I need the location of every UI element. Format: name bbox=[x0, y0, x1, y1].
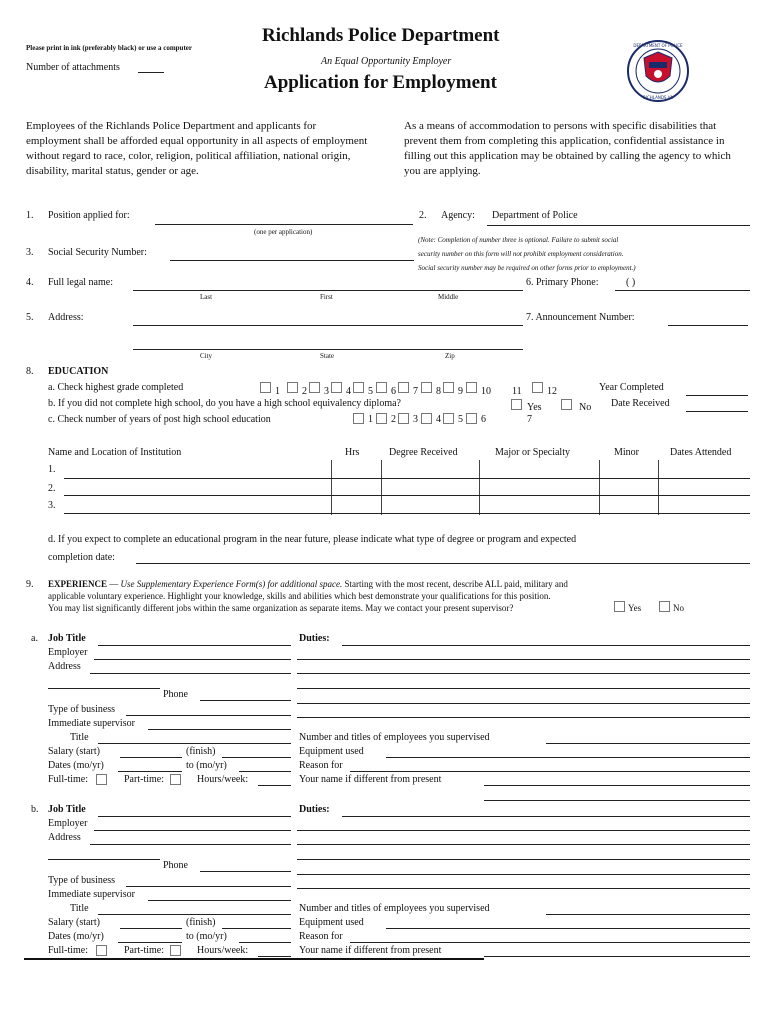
job-b-job-title-label: Job Title bbox=[48, 804, 86, 815]
edu-row-3-line[interactable] bbox=[64, 513, 750, 514]
years-4-checkbox[interactable] bbox=[421, 413, 432, 424]
job-a-part-time-label: Part-time: bbox=[124, 774, 164, 785]
contact-supervisor-yes-label: Yes bbox=[628, 603, 642, 613]
grade-7-label: 7 bbox=[413, 386, 418, 397]
ssn-note-line2: security number on this form will not prohibit employment consideration. bbox=[418, 250, 624, 258]
education-number: 8. bbox=[26, 366, 34, 377]
page-bottom-rule bbox=[24, 958, 484, 960]
announcement-number-label: 7. Announcement Number: bbox=[526, 312, 635, 323]
years-4-label: 4 bbox=[436, 414, 441, 425]
col-institution: Name and Location of Institution bbox=[48, 447, 182, 458]
ged-yes-label: Yes bbox=[527, 402, 542, 413]
experience-number: 9. bbox=[26, 579, 34, 590]
job-a-letter: a. bbox=[31, 633, 38, 644]
ssn-note-line1: (Note: Completion of number three is optional. Failure to submit social bbox=[418, 236, 619, 244]
job-a-duties-line-4[interactable] bbox=[297, 688, 750, 689]
job-a-phone-label: Phone bbox=[163, 689, 188, 700]
job-b-job-title-input[interactable] bbox=[98, 816, 291, 817]
years-5-label: 5 bbox=[458, 414, 463, 425]
job-a-part-time-checkbox[interactable] bbox=[170, 774, 181, 785]
years-3-checkbox[interactable] bbox=[398, 413, 409, 424]
grade-7-checkbox[interactable] bbox=[398, 382, 409, 393]
contact-supervisor-yes-checkbox[interactable] bbox=[614, 601, 625, 612]
grade-1-checkbox[interactable] bbox=[260, 382, 271, 393]
job-b-salary-finish-label: (finish) bbox=[186, 917, 216, 928]
job-a-dates-to-label: to (mo/yr) bbox=[186, 760, 227, 771]
job-a-reason-input[interactable] bbox=[350, 771, 750, 772]
job-a-supervisor-label: Immediate supervisor bbox=[48, 718, 135, 729]
full-name-label: Full legal name: bbox=[48, 277, 113, 288]
job-b-part-time-checkbox[interactable] bbox=[170, 945, 181, 956]
name-middle-caption: Middle bbox=[438, 293, 459, 301]
q5-number: 5. bbox=[26, 312, 34, 323]
completion-date-label: completion date: bbox=[48, 552, 115, 563]
primary-phone-input[interactable] bbox=[615, 290, 750, 291]
job-b-duties-line-3[interactable] bbox=[297, 844, 750, 845]
job-a-duties-line-5[interactable] bbox=[297, 703, 750, 704]
education-d-text: d. If you expect to complete an educational program in the near future, please indicate what type of degree or program and expected bbox=[48, 534, 577, 545]
job-b-phone-label: Phone bbox=[163, 860, 188, 871]
job-a-phone-input[interactable] bbox=[200, 700, 291, 701]
years-6-checkbox[interactable] bbox=[466, 413, 477, 424]
q2-number: 2. bbox=[419, 210, 427, 221]
job-b-reason-input[interactable] bbox=[350, 942, 750, 943]
job-a-your-name-input[interactable] bbox=[484, 785, 750, 786]
job-b-dates-from-input[interactable] bbox=[118, 942, 182, 943]
job-b-full-time-label: Full-time: bbox=[48, 945, 88, 956]
education-grade-label: a. Check highest grade completed bbox=[48, 382, 184, 393]
full-name-input[interactable] bbox=[133, 290, 523, 291]
job-a-duties-line-1[interactable] bbox=[342, 645, 750, 646]
department-title: Richlands Police Department bbox=[262, 25, 500, 46]
application-title: Application for Employment bbox=[264, 72, 497, 93]
experience-intro-line1 bbox=[48, 579, 568, 589]
job-b-dates-from-label: Dates (mo/yr) bbox=[48, 931, 104, 942]
date-received-label: Date Received bbox=[611, 398, 670, 409]
address-label: Address: bbox=[48, 312, 84, 323]
col-hrs: Hrs bbox=[345, 447, 360, 458]
grade-12-label: 12 bbox=[547, 386, 557, 397]
grade-3-label: 3 bbox=[324, 386, 329, 397]
years-1-checkbox[interactable] bbox=[353, 413, 364, 424]
job-a-salary-finish-label: (finish) bbox=[186, 746, 216, 757]
job-b-full-time-checkbox[interactable] bbox=[96, 945, 107, 956]
agency-value: Department of Police bbox=[492, 210, 578, 221]
primary-phone-areacode: ( ) bbox=[626, 277, 636, 288]
grade-4-checkbox[interactable] bbox=[331, 382, 342, 393]
grade-8-label: 8 bbox=[436, 386, 441, 397]
name-first-caption: First bbox=[320, 293, 333, 301]
job-b-type-business-label: Type of business bbox=[48, 875, 116, 886]
job-a-address-input[interactable] bbox=[90, 673, 291, 674]
eoe-statement: An Equal Opportunity Employer bbox=[321, 56, 452, 67]
ged-no-label: No bbox=[579, 402, 592, 413]
primary-phone-label: 6. Primary Phone: bbox=[526, 277, 599, 288]
name-last-caption: Last bbox=[200, 293, 213, 301]
job-b-supervisor-input[interactable] bbox=[148, 900, 291, 901]
job-b-employer-label: Employer bbox=[48, 818, 88, 829]
job-b-supervisor-title-input[interactable] bbox=[98, 914, 291, 915]
contact-supervisor-no-checkbox[interactable] bbox=[659, 601, 670, 612]
job-b-duties-line-1[interactable] bbox=[342, 816, 750, 817]
announcement-number-input[interactable] bbox=[668, 325, 748, 326]
job-b-duties-line-5[interactable] bbox=[297, 874, 750, 875]
position-label: Position applied for: bbox=[48, 210, 130, 221]
table-divider bbox=[381, 460, 382, 515]
job-a-full-time-label: Full-time: bbox=[48, 774, 88, 785]
grade-11-label: 11 bbox=[512, 386, 522, 397]
q3-number: 3. bbox=[26, 247, 34, 258]
job-b-letter: b. bbox=[31, 804, 39, 815]
completion-date-input[interactable] bbox=[136, 563, 750, 564]
job-a-reason-label: Reason for bbox=[299, 760, 343, 771]
job-b-reason-label: Reason for bbox=[299, 931, 343, 942]
experience-intro-line3: You may list significantly different jobs within the same organization as separate items. May we contact your present supervisor? bbox=[48, 603, 514, 613]
grade-4-label: 4 bbox=[346, 386, 351, 397]
job-b-address-input-2[interactable] bbox=[48, 859, 160, 860]
attachments-label: Number of attachments bbox=[26, 62, 120, 73]
ssn-label: Social Security Number: bbox=[48, 247, 147, 258]
job-b-employer-input[interactable] bbox=[94, 830, 291, 831]
edu-row-2-number: 2. bbox=[48, 483, 56, 494]
job-b-num-supervised-input[interactable] bbox=[546, 914, 750, 915]
job-b-hours-week-input[interactable] bbox=[258, 956, 291, 957]
grade-6-label: 6 bbox=[391, 386, 396, 397]
job-a-duties-line-2[interactable] bbox=[297, 659, 750, 660]
job-b-duties-line-2[interactable] bbox=[297, 830, 750, 831]
job-a-supervisor-title-label: Title bbox=[70, 732, 89, 743]
grade-2-checkbox[interactable] bbox=[287, 382, 298, 393]
ged-yes-checkbox[interactable] bbox=[511, 399, 522, 410]
col-dates: Dates Attended bbox=[670, 447, 732, 458]
grade-9-checkbox[interactable] bbox=[443, 382, 454, 393]
table-divider bbox=[658, 460, 659, 515]
edu-row-3-number: 3. bbox=[48, 500, 56, 511]
year-completed-input[interactable] bbox=[686, 395, 748, 396]
job-b-num-supervised-label: Number and titles of employees you supervised bbox=[299, 903, 490, 914]
year-completed-label: Year Completed bbox=[599, 382, 664, 393]
q1-number: 1. bbox=[26, 210, 34, 221]
job-a-dates-from-input[interactable] bbox=[118, 771, 182, 772]
col-minor: Minor bbox=[614, 447, 639, 458]
grade-5-checkbox[interactable] bbox=[353, 382, 364, 393]
ged-no-checkbox[interactable] bbox=[561, 399, 572, 410]
edu-row-2-line[interactable] bbox=[64, 495, 750, 496]
job-b-address-input[interactable] bbox=[90, 844, 291, 845]
job-a-equipment-input[interactable] bbox=[386, 757, 750, 758]
job-a-num-supervised-label: Number and titles of employees you supervised bbox=[299, 732, 490, 743]
job-a-supervisor-input[interactable] bbox=[148, 729, 291, 730]
years-5-checkbox[interactable] bbox=[443, 413, 454, 424]
grade-8-checkbox[interactable] bbox=[421, 382, 432, 393]
table-divider bbox=[599, 460, 600, 515]
job-a-duties-line-3[interactable] bbox=[297, 673, 750, 674]
job-a-job-title-label: Job Title bbox=[48, 633, 86, 644]
job-b-part-time-label: Part-time: bbox=[124, 945, 164, 956]
years-3-label: 3 bbox=[413, 414, 418, 425]
col-degree: Degree Received bbox=[389, 447, 458, 458]
agency-label: Agency: bbox=[441, 210, 475, 221]
job-a-equipment-label: Equipment used bbox=[299, 746, 364, 757]
job-a-address-input-2[interactable] bbox=[48, 688, 160, 689]
col-major: Major or Specialty bbox=[495, 447, 570, 458]
job-a-salary-finish-input[interactable] bbox=[222, 757, 291, 758]
job-a-dates-to-input[interactable] bbox=[239, 771, 291, 772]
svg-text:RICHLANDS VA: RICHLANDS VA bbox=[643, 95, 673, 100]
job-b-equipment-label: Equipment used bbox=[299, 917, 364, 928]
experience-note: Use Supplementary Experience Form(s) for additional space. bbox=[120, 579, 343, 589]
print-note: Please print in ink (preferably black) or use a computer bbox=[26, 44, 192, 52]
job-b-phone-input[interactable] bbox=[200, 871, 291, 872]
experience-dash: — bbox=[107, 579, 121, 589]
job-a-hours-week-label: Hours/week: bbox=[197, 774, 249, 785]
grade-1-label: 1 bbox=[275, 386, 280, 397]
contact-supervisor-no-label: No bbox=[673, 603, 684, 613]
grade-12-checkbox[interactable] bbox=[532, 382, 543, 393]
grade-6-checkbox[interactable] bbox=[376, 382, 387, 393]
address-zip-caption: Zip bbox=[445, 352, 455, 360]
job-a-full-time-checkbox[interactable] bbox=[96, 774, 107, 785]
education-heading: EDUCATION bbox=[48, 366, 109, 377]
position-input[interactable] bbox=[155, 224, 413, 225]
ssn-input[interactable] bbox=[170, 260, 414, 261]
experience-intro-line2: applicable voluntary experience. Highlight your knowledge, skills and abilities which best demonstrate your qualifications for this position. bbox=[48, 591, 551, 601]
job-a-hours-week-input[interactable] bbox=[258, 785, 291, 786]
job-b-type-business-input[interactable] bbox=[126, 886, 291, 887]
department-seal-icon bbox=[627, 40, 689, 102]
job-b-hours-week-label: Hours/week: bbox=[197, 945, 249, 956]
svg-text:DEPARTMENT OF POLICE: DEPARTMENT OF POLICE bbox=[633, 43, 683, 48]
date-received-input[interactable] bbox=[686, 411, 748, 412]
job-a-your-name-label: Your name if different from present bbox=[299, 774, 442, 785]
edu-row-1-line[interactable] bbox=[64, 478, 750, 479]
grade-5-label: 5 bbox=[368, 386, 373, 397]
job-a-num-supervised-input[interactable] bbox=[546, 743, 750, 744]
job-b-supervisor-title-label: Title bbox=[70, 903, 89, 914]
job-a-duties-label: Duties: bbox=[299, 633, 330, 644]
ssn-note-line3: Social security number may be required on other forms prior to employment.) bbox=[418, 264, 636, 272]
job-a-address-label: Address bbox=[48, 661, 81, 672]
years-1-label: 1 bbox=[368, 414, 373, 425]
experience-heading: EXPERIENCE bbox=[48, 579, 108, 589]
equal-opportunity-paragraph: Employees of the Richlands Police Department and applicants for employment shall be afforded equal opportunity in all aspects of employment without regard to race, color, religion, political affiliation, national origin, disability, marital status, gender or age. bbox=[26, 120, 368, 177]
q4-number: 4. bbox=[26, 277, 34, 288]
job-b-duties-line-6[interactable] bbox=[297, 888, 750, 889]
grade-9-label: 9 bbox=[458, 386, 463, 397]
agency-input[interactable] bbox=[487, 225, 750, 226]
job-b-dates-to-label: to (mo/yr) bbox=[186, 931, 227, 942]
education-ged-label: b. If you did not complete high school, do you have a high school equivalency diploma? bbox=[48, 398, 401, 409]
accommodation-paragraph: As a means of accommodation to persons with specific disabilities that prevent them from completing this application, confidential assistance in filling out this application may be obtained by calling the agency to which you are applying. bbox=[404, 120, 731, 177]
job-a-type-business-label: Type of business bbox=[48, 704, 116, 715]
job-b-your-name-input[interactable] bbox=[484, 956, 750, 957]
grade-2-label: 2 bbox=[302, 386, 307, 397]
job-a-type-business-input[interactable] bbox=[126, 715, 291, 716]
job-b-your-name-label: Your name if different from present bbox=[299, 945, 442, 956]
table-divider bbox=[331, 460, 332, 515]
position-note: (one per application) bbox=[254, 228, 313, 236]
job-a-employer-input[interactable] bbox=[94, 659, 291, 660]
job-a-supervisor-title-input[interactable] bbox=[98, 743, 291, 744]
experience-instructions: Starting with the most recent, describe ALL paid, military and bbox=[342, 579, 568, 589]
job-b-salary-start-label: Salary (start) bbox=[48, 917, 100, 928]
job-b-salary-finish-input[interactable] bbox=[222, 928, 291, 929]
address-input-line1[interactable] bbox=[133, 325, 523, 326]
years-2-label: 2 bbox=[391, 414, 396, 425]
years-6-label: 6 bbox=[481, 414, 486, 425]
address-city-caption: City bbox=[200, 352, 213, 360]
years-7-label: 7 bbox=[527, 414, 532, 425]
job-b-duties-line-4[interactable] bbox=[297, 859, 750, 860]
job-b-supervisor-label: Immediate supervisor bbox=[48, 889, 135, 900]
job-a-salary-start-input[interactable] bbox=[120, 757, 182, 758]
job-b-equipment-input[interactable] bbox=[386, 928, 750, 929]
job-b-address-label: Address bbox=[48, 832, 81, 843]
years-2-checkbox[interactable] bbox=[376, 413, 387, 424]
job-a-duties-line-6[interactable] bbox=[297, 717, 750, 718]
grade-3-checkbox[interactable] bbox=[309, 382, 320, 393]
job-a-dates-from-label: Dates (mo/yr) bbox=[48, 760, 104, 771]
job-b-salary-start-input[interactable] bbox=[120, 928, 182, 929]
job-a-job-title-input[interactable] bbox=[98, 645, 291, 646]
job-b-dates-to-input[interactable] bbox=[239, 942, 291, 943]
address-state-caption: State bbox=[320, 352, 334, 360]
grade-10-label: 10 bbox=[481, 386, 491, 397]
job-a-your-name-input-2[interactable] bbox=[484, 800, 750, 801]
edu-row-1-number: 1. bbox=[48, 464, 56, 475]
grade-10-checkbox[interactable] bbox=[466, 382, 477, 393]
job-a-salary-start-label: Salary (start) bbox=[48, 746, 100, 757]
job-a-employer-label: Employer bbox=[48, 647, 88, 658]
job-b-duties-label: Duties: bbox=[299, 804, 330, 815]
attachments-input[interactable] bbox=[138, 72, 164, 73]
education-post-hs-label: c. Check number of years of post high school education bbox=[48, 414, 271, 425]
table-divider bbox=[479, 460, 480, 515]
address-input-line2[interactable] bbox=[133, 349, 523, 350]
